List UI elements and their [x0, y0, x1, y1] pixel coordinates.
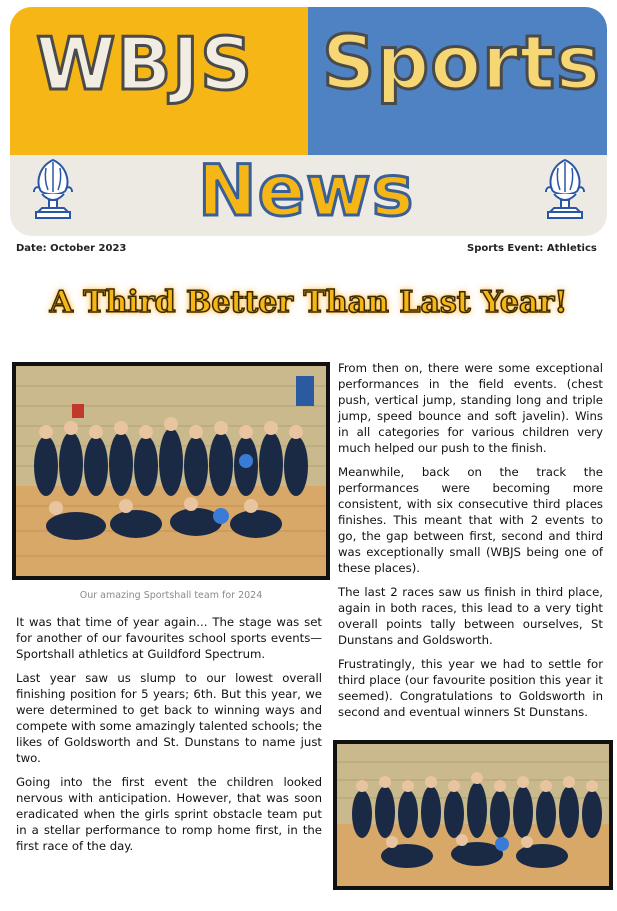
celebration-photo	[333, 740, 613, 890]
headline: A Third Better Than Last Year!	[49, 285, 568, 320]
paragraph: It was that time of year again... The stage was set for another of our favourites school sports events— Sportshall athletics at Guildford Spectrum.	[16, 615, 322, 661]
masthead-wbjs: WBJS	[36, 22, 253, 106]
paragraph: Going into the first event the children looked nervous with anticipation. However, that was soon eradicated when the girls sprint obstacle team put in a stellar performance to romp home first, in the first race of the day.	[16, 775, 322, 853]
article-left-column	[16, 614, 322, 862]
paragraph: The last 2 races saw us finish in third place, again in both races, this lead to a very tight overall points tally between ourselves, St Dunstans and Goldsworth.	[338, 585, 603, 647]
paragraph: Last year saw us slump to our lowest overall finishing position for 5 years; 6th. But this year, we were determined to get back to winning ways and compete with some amazingly talented schools; the likes of Goldsworth and St. Dunstans to name just two.	[16, 671, 322, 765]
masthead-sports: Sports	[322, 20, 602, 106]
photo-caption: Our amazing Sportshall team for 2024	[79, 590, 263, 601]
paragraph: From then on, there were some exceptional performances in the field events. (chest push, vertical jump, standing long and triple jump, speed bounce and soft javelin). Wins in all categories for various children very much helped our push to the finish.	[338, 361, 603, 455]
article-right-column	[338, 360, 603, 728]
issue-date: Date: October 2023	[16, 243, 127, 254]
trophy-icon	[26, 156, 80, 224]
paragraph: Meanwhile, back on the track the performances were becoming more consistent, with six consecutive third places finishes. This meant that with 2 events to go, the gap between first, second and third was exceptionally small (WBJS being one of these places).	[338, 465, 603, 575]
paragraph: Frustratingly, this year we had to settle for third place (our favourite position this year it seemed). Congratulations to Goldsworth in second and eventual winners St Dunstans.	[338, 657, 603, 719]
trophy-icon	[538, 156, 592, 224]
masthead-news: News	[198, 150, 415, 232]
team-photo	[12, 362, 330, 580]
sports-event: Sports Event: Athletics	[467, 243, 597, 254]
